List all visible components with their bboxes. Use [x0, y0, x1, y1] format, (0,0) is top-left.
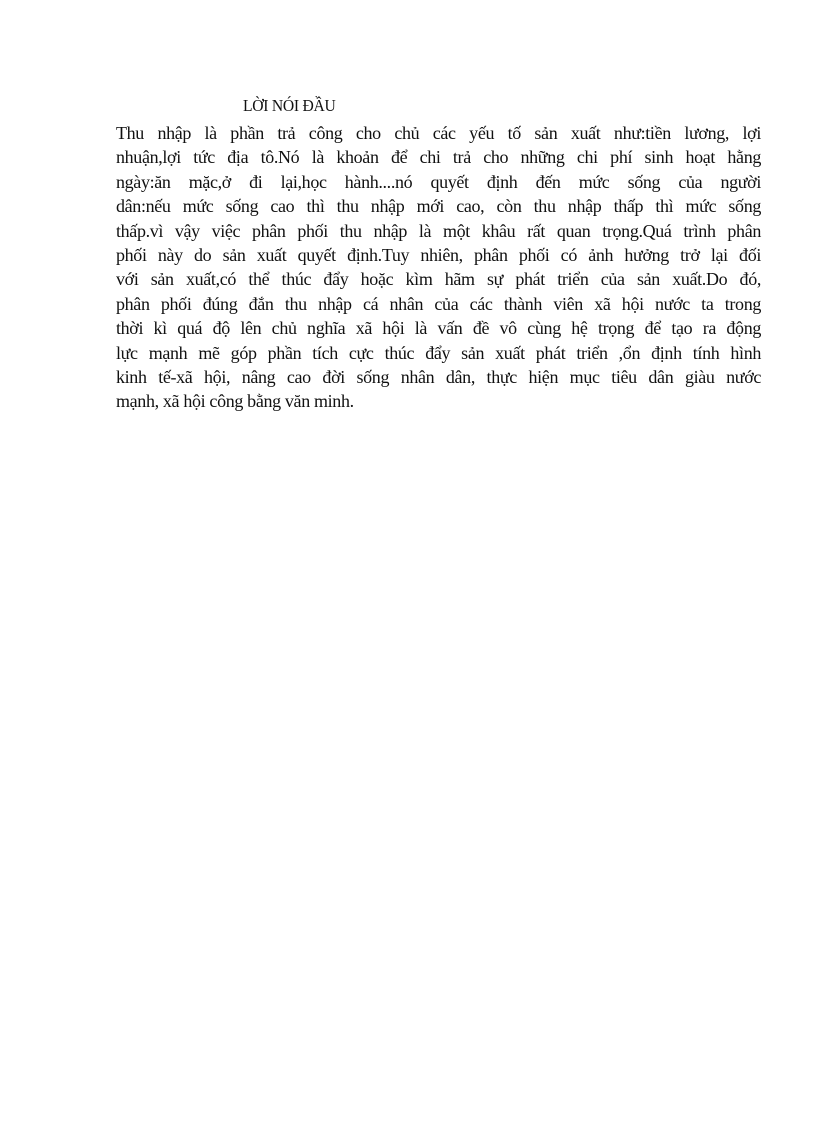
paragraph-line: dân:nếu mức sống cao thì thu nhập mới cao, còn thu nhập thấp thì mức sống — [116, 196, 761, 217]
paragraph-line: ngày:ăn mặc,ở đi lại,học hành....nó quyết định đến mức sống của người — [116, 171, 761, 192]
paragraph-line: kinh tế-xã hội, nâng cao đời sống nhân dân, thực hiện mục tiêu dân giàu nước — [116, 366, 761, 387]
introduction-paragraph — [116, 121, 761, 414]
paragraph-line: nhuận,lợi tức địa tô.Nó là khoản để chi trả cho những chi phí sinh hoạt hằng — [116, 147, 761, 168]
document-title: LỜI NÓI ĐẦU — [243, 96, 336, 115]
paragraph-line: thấp.vì vậy việc phân phối thu nhập là một khâu rất quan trọng.Quá trình phân — [116, 220, 761, 241]
paragraph-line: mạnh, xã hội công bằng văn minh. — [116, 391, 354, 412]
paragraph-line: Thu nhập là phần trả công cho chủ các yếu tố sản xuất như:tiền lương, lợi — [116, 123, 761, 143]
paragraph-line: thời kì quá độ lên chủ nghĩa xã hội là vấn đề vô cùng hệ trọng để tạo ra động — [116, 318, 761, 339]
paragraph-line: với sản xuất,có thể thúc đẩy hoặc kìm hãm sự phát triển của sản xuất.Do đó, — [116, 269, 761, 290]
paragraph-line: phối này do sản xuất quyết định.Tuy nhiên, phân phối có ảnh hưởng trở lại đối — [116, 244, 761, 265]
paragraph-line: lực mạnh mẽ góp phần tích cực thúc đẩy sản xuất phát triển ,ổn định tính hình — [116, 342, 761, 363]
paragraph-line: phân phối đúng đắn thu nhập cá nhân của các thành viên xã hội nước ta trong — [116, 293, 761, 314]
